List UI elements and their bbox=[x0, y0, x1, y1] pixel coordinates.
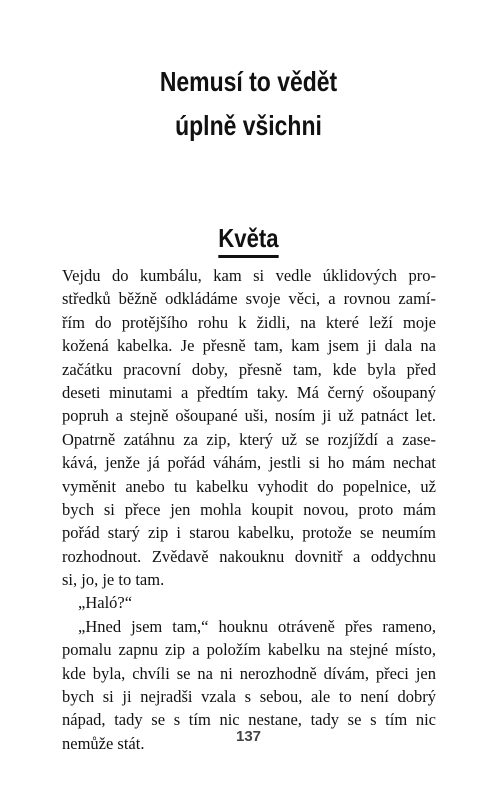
body-line: Opatrně zatáhnu za zip, který už se rozjíždí a zase- bbox=[62, 429, 436, 449]
body-line: nápad, tady se s tím nic nestane, tady se s tím nic bbox=[62, 710, 436, 730]
body-line: kde byla, chvíli se na ni nerozhodně dívám, přeci jen bbox=[62, 663, 436, 683]
body-line: kává, jenže já pořád váhám, jestli si ho mám nechat bbox=[62, 453, 436, 473]
chapter-title-line-2: úplně všichni bbox=[175, 110, 322, 141]
body-line: vyměnit anebo tu kabelku vyhodit do popelnice, už bbox=[62, 476, 436, 496]
section-heading bbox=[0, 222, 497, 258]
body-line: začátku pracovní doby, přesně tam, kde byla před bbox=[62, 359, 436, 379]
body-line: deseti minutami a předtím taky. Má černý ošoupaný bbox=[62, 382, 436, 402]
body-line: bych si přece jen mohla koupit novou, proto mám bbox=[62, 499, 436, 519]
page-number: 137 bbox=[235, 728, 262, 745]
body-line: řím do protějšího rohu k židli, na které leží moje bbox=[62, 312, 436, 332]
body-line: kožená kabelka. Je přesně tam, kam jsem ji dala na bbox=[62, 336, 436, 356]
body-line: nemůže stát. bbox=[62, 733, 145, 753]
body-line: popruh a stejně ošoupané uši, nosím ji už patnáct let. bbox=[62, 406, 436, 426]
body-line: Vejdu do kumbálu, kam si vedle úklidových pro- bbox=[62, 266, 436, 285]
body-line: pomalu zapnu zip a položím kabelku na stejné místo, bbox=[62, 640, 436, 660]
body-line: bych si ji nejradši vzala s sebou, ale to není dobrý bbox=[62, 687, 436, 707]
chapter-title-line-1: Nemusí to vědět bbox=[159, 66, 338, 97]
body-line: „Haló?“ bbox=[78, 593, 133, 613]
body-line: pořád starý zip i starou kabelku, protože se neumím bbox=[62, 523, 436, 543]
body-line: „Hned jsem tam,“ houknu otráveně přes rameno, bbox=[78, 616, 436, 636]
body-line: si, jo, je to tam. bbox=[62, 570, 165, 590]
chapter-title bbox=[45, 60, 453, 148]
section-heading-text: Květa bbox=[218, 222, 278, 258]
body-line: středků běžně odkládáme svoje věci, a rovnou zamí- bbox=[62, 289, 436, 309]
body-line: rozhodnout. Zvědavě nakouknu dovnitř a oddychnu bbox=[62, 546, 436, 566]
body-text bbox=[62, 264, 436, 755]
